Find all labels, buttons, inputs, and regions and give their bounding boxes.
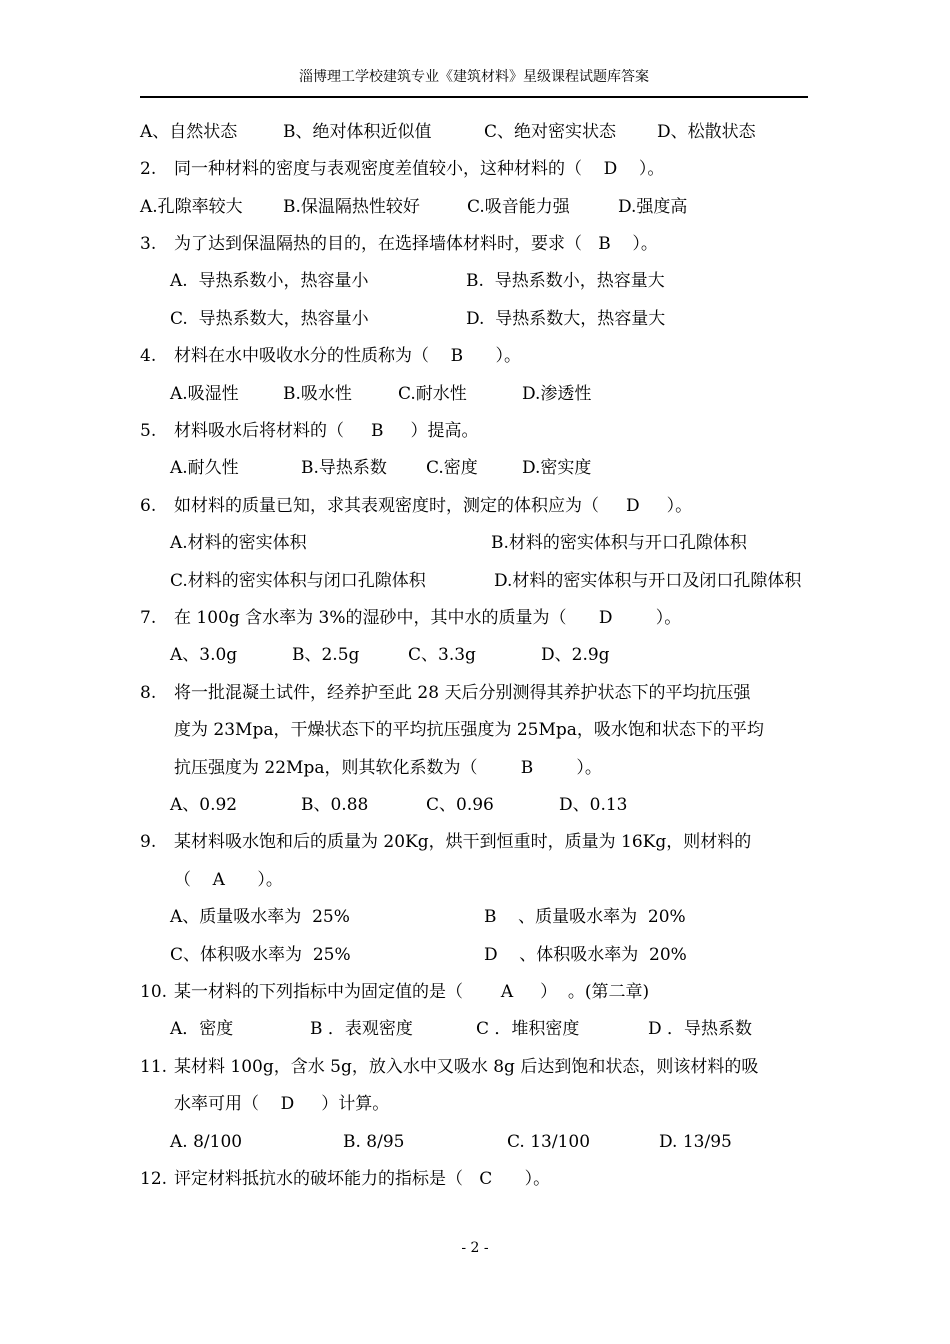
text-line: D、松散状态 bbox=[657, 122, 756, 142]
text-line: （ A ）。 bbox=[174, 870, 283, 890]
text-line: C.吸音能力强 bbox=[467, 197, 570, 217]
text-line: C.耐水性 bbox=[398, 384, 467, 404]
text-line: B.吸水性 bbox=[283, 384, 352, 404]
text-line: D、2.9g bbox=[541, 645, 610, 665]
text-line: C.密度 bbox=[426, 458, 478, 478]
text-line: 同一种材料的密度与表观密度差值较小，这种材料的（ D ）。 bbox=[174, 159, 665, 179]
text-line: 3. bbox=[140, 234, 157, 254]
page-header: 淄博理工学校建筑专业《建筑材料》星级课程试题库答案 bbox=[299, 69, 649, 85]
text-line: 材料在水中吸收水分的性质称为（ B ）。 bbox=[174, 346, 522, 366]
text-line: C ．堆积密度 bbox=[476, 1019, 580, 1039]
text-line: A．密度 bbox=[170, 1019, 234, 1039]
text-line: 12. bbox=[140, 1169, 168, 1189]
text-line: 9. bbox=[140, 832, 157, 852]
text-line: D 、体积吸水率为 20% bbox=[484, 945, 687, 965]
text-line: A. 导热系数小，热容量小 bbox=[170, 271, 369, 291]
text-line: D.材料的密实体积与开口及闭口孔隙体积 bbox=[494, 571, 802, 591]
text-line: A、3.0g bbox=[170, 645, 238, 665]
text-line: D.强度高 bbox=[618, 197, 688, 217]
text-line: 度为 23Mpa，干燥状态下的平均抗压强度为 25Mpa，吸水饱和状态下的平均 bbox=[174, 720, 764, 740]
text-line: B.材料的密实体积与开口孔隙体积 bbox=[491, 533, 747, 553]
text-line: 某材料吸水饱和后的质量为 20Kg，烘干到恒重时，质量为 16Kg，则材料的 bbox=[174, 832, 752, 852]
text-line: A、0.92 bbox=[170, 795, 238, 815]
text-line: 5. bbox=[140, 421, 157, 441]
text-line: A.孔隙率较大 bbox=[140, 197, 243, 217]
text-line: 水率可用（ D ）计算。 bbox=[174, 1094, 390, 1114]
text-line: 8. bbox=[140, 683, 157, 703]
text-line: D.渗透性 bbox=[522, 384, 592, 404]
text-line: 将一批混凝土试件，经养护至此 28 天后分别测得其养护状态下的平均抗压强 bbox=[174, 683, 751, 703]
text-line: D、0.13 bbox=[559, 795, 628, 815]
text-line: C. 13/100 bbox=[507, 1132, 591, 1152]
text-line: 为了达到保温隔热的目的，在选择墙体材料时，要求（ B ）。 bbox=[174, 234, 658, 254]
text-line: 某材料 100g，含水 5g，放入水中又吸水 8g 后达到饱和状态，则该材料的吸 bbox=[174, 1057, 759, 1077]
text-line: A、自然状态 bbox=[140, 122, 238, 142]
text-line: C. 导热系数大，热容量小 bbox=[170, 309, 369, 329]
text-line: 6. bbox=[140, 496, 157, 516]
text-line: C、3.3g bbox=[408, 645, 476, 665]
text-line: B. 8/95 bbox=[343, 1132, 405, 1152]
text-line: 在 100g 含水率为 3%的湿砂中，其中水的质量为（ D ）。 bbox=[174, 608, 682, 628]
text-line: 抗压强度为 22Mpa，则其软化系数为（ B ）。 bbox=[174, 758, 602, 778]
text-line: B、0.88 bbox=[301, 795, 369, 815]
text-line: 评定材料抵抗水的破坏能力的指标是（ C ）。 bbox=[174, 1169, 551, 1189]
text-line: 某一材料的下列指标中为固定值的是（ A ） 。(第二章) bbox=[174, 982, 650, 1002]
text-line: B. 导热系数小，热容量大 bbox=[466, 271, 665, 291]
text-line: B.导热系数 bbox=[301, 458, 387, 478]
text-line: D ．导热系数 bbox=[648, 1019, 753, 1039]
text-line: B 、质量吸水率为 20% bbox=[484, 907, 686, 927]
text-line: C、0.96 bbox=[426, 795, 494, 815]
text-line: D. 13/95 bbox=[659, 1132, 732, 1152]
page-number: - 2 - bbox=[461, 1240, 489, 1256]
text-line: B ．表观密度 bbox=[310, 1019, 413, 1039]
header-rule bbox=[140, 96, 808, 98]
text-line: B.保温隔热性较好 bbox=[283, 197, 420, 217]
text-line: A. 8/100 bbox=[170, 1132, 243, 1152]
text-line: D.密实度 bbox=[522, 458, 592, 478]
text-line: 7. bbox=[140, 608, 157, 628]
text-line: A、质量吸水率为 25% bbox=[170, 907, 350, 927]
text-line: A.材料的密实体积 bbox=[170, 533, 307, 553]
text-line: 10. bbox=[140, 982, 168, 1002]
text-line: 4. bbox=[140, 346, 157, 366]
text-line: C、绝对密实状态 bbox=[484, 122, 617, 142]
text-line: D. 导热系数大，热容量大 bbox=[466, 309, 666, 329]
text-line: C.材料的密实体积与闭口孔隙体积 bbox=[170, 571, 426, 591]
text-line: A.吸湿性 bbox=[170, 384, 239, 404]
text-line: B、绝对体积近似值 bbox=[283, 122, 432, 142]
text-line: 材料吸水后将材料的（ B ）提高。 bbox=[174, 421, 479, 441]
text-line: 11. bbox=[140, 1057, 168, 1077]
text-line: 如材料的质量已知，求其表观密度时，测定的体积应为（ D ）。 bbox=[174, 496, 693, 516]
text-line: A.耐久性 bbox=[170, 458, 239, 478]
text-line: 2. bbox=[140, 159, 157, 179]
text-line: C、体积吸水率为 25% bbox=[170, 945, 351, 965]
text-line: B、2.5g bbox=[292, 645, 360, 665]
